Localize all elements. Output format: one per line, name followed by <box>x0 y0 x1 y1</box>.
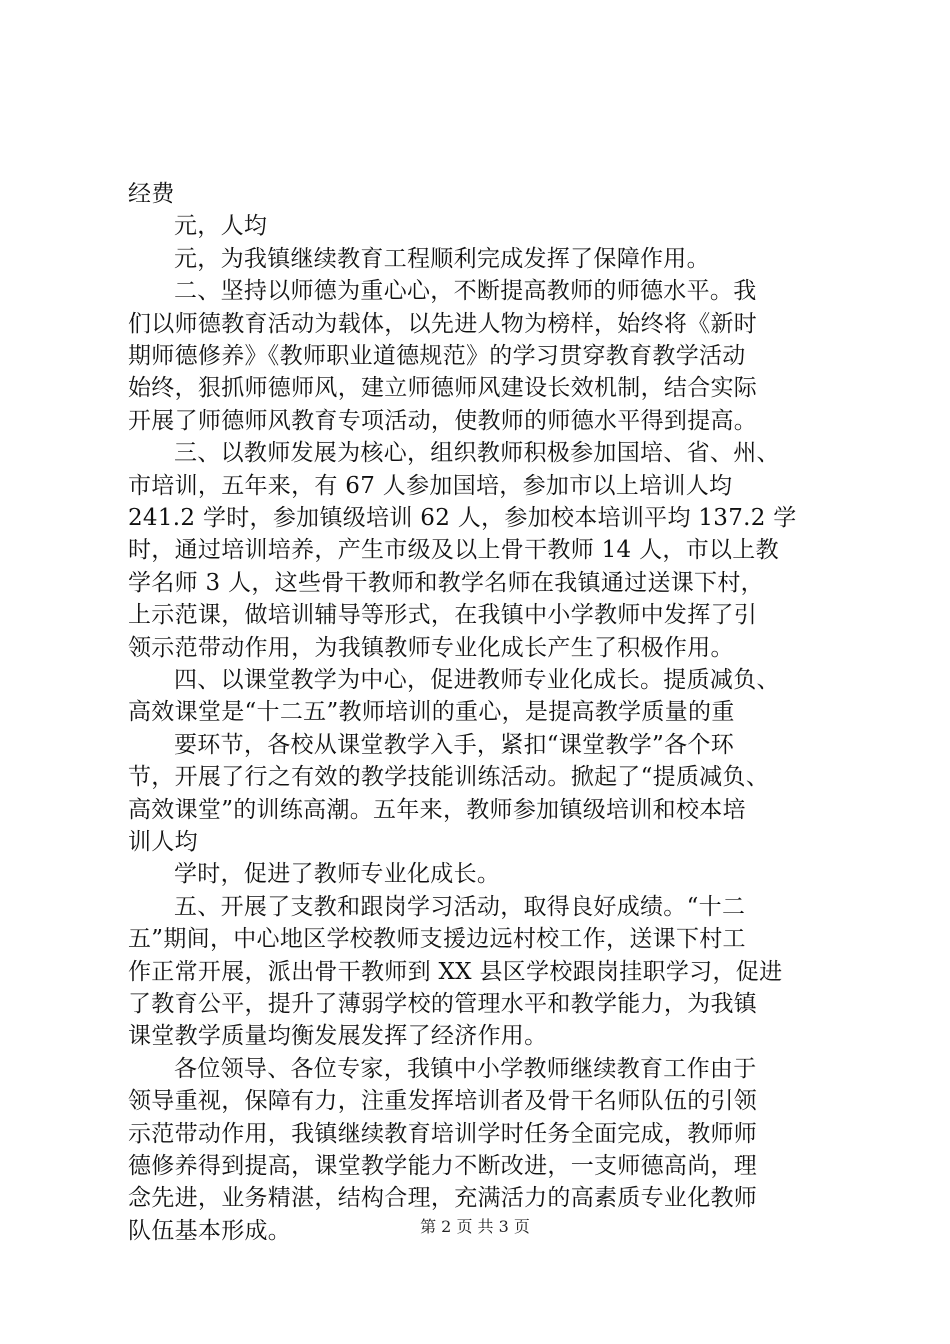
text-line: 领导重视，保障有力，注重发挥培训者及骨干名师队伍的引领 <box>128 1088 758 1115</box>
page-footer: 第 2 页 共 3 页 <box>420 1217 530 1236</box>
text-line: 德修养得到提高，课堂教学能力不断改进，一支师德高尚，理 <box>128 1153 758 1179</box>
text-line: 开展了师德师风教育专项活动，使教师的师德水平得到提高。 <box>128 407 758 434</box>
text-line: 经费 <box>128 181 175 207</box>
text-line: 期师德修养》《教师职业道德规范》的学习贯穿教育教学活动 <box>128 343 746 369</box>
text-line: 市培训，五年来，有 67 人参加国培，参加市以上培训人均 <box>128 472 733 499</box>
text-line: 们以师德教育活动为载体，以先进人物为榜样，始终将《新时 <box>128 310 758 337</box>
text-line: 队伍基本形成。 <box>128 1217 292 1244</box>
text-line: 领示范带动作用，为我镇教师专业化成长产生了积极作用。 <box>128 634 734 661</box>
text-line: 学时，促进了教师专业化成长。 <box>174 861 501 888</box>
text-line: 念先进，业务精湛，结构合理，充满活力的高素质专业化教师 <box>128 1185 758 1212</box>
text-line: 课堂教学质量均衡发展发挥了经济作用。 <box>128 1023 548 1050</box>
text-line: 五、开展了支教和跟岗学习活动，取得良好成绩。“十二 <box>174 893 746 920</box>
text-line: 各位领导、各位专家，我镇中小学教师继续教育工作由于 <box>174 1055 757 1082</box>
text-line: 二、坚持以师德为重心心，不断提高教师的师德水平。我 <box>174 278 757 305</box>
text-line: 元，人均 <box>174 213 268 240</box>
text-line: 始终，狠抓师德师风，建立师德师风建设长效机制，结合实际 <box>128 375 758 402</box>
text-line: 要环节，各校从课堂教学入手，紧扣“课堂教学”各个环 <box>174 731 735 758</box>
text-line: 时，通过培训培养，产生市级及以上骨干教师 14 人，市以上教 <box>128 537 779 564</box>
text-line: 了教育公平，提升了薄弱学校的管理水平和教学能力，为我镇 <box>128 991 758 1017</box>
text-line: 节，开展了行之有效的教学技能训练活动。掀起了“提质减负、 <box>128 764 770 791</box>
text-line: 五”期间，中心地区学校教师支援边远村校工作，送课下村工 <box>128 926 746 953</box>
text-line: 四、以课堂教学为中心，促进教师专业化成长。提质减负、 <box>174 667 780 693</box>
text-line: 高效课堂”的训练高潮。五年来，教师参加镇级培训和校本培 <box>128 796 746 823</box>
text-line: 上示范课，做培训辅导等形式，在我镇中小学教师中发挥了引 <box>128 602 758 629</box>
text-line: 高效课堂是“十二五”教师培训的重心，是提高教学质量的重 <box>128 699 735 726</box>
text-line: 241.2 学时，参加镇级培训 62 人，参加校本培训平均 137.2 学 <box>128 505 797 531</box>
text-line: 示范带动作用，我镇继续教育培训学时任务全面完成，教师师 <box>128 1120 758 1147</box>
text-line: 训人均 <box>128 829 198 855</box>
text-line: 元，为我镇继续教育工程顺利完成发挥了保障作用。 <box>174 245 710 272</box>
text-line: 学名师 3 人，这些骨干教师和教学名师在我镇通过送课下村， <box>128 569 764 596</box>
text-line: 作正常开展，派出骨干教师到 XX 县区学校跟岗挂职学习，促进 <box>128 958 783 985</box>
text-line: 三、以教师发展为核心，组织教师积极参加国培、省、州、 <box>174 440 780 467</box>
